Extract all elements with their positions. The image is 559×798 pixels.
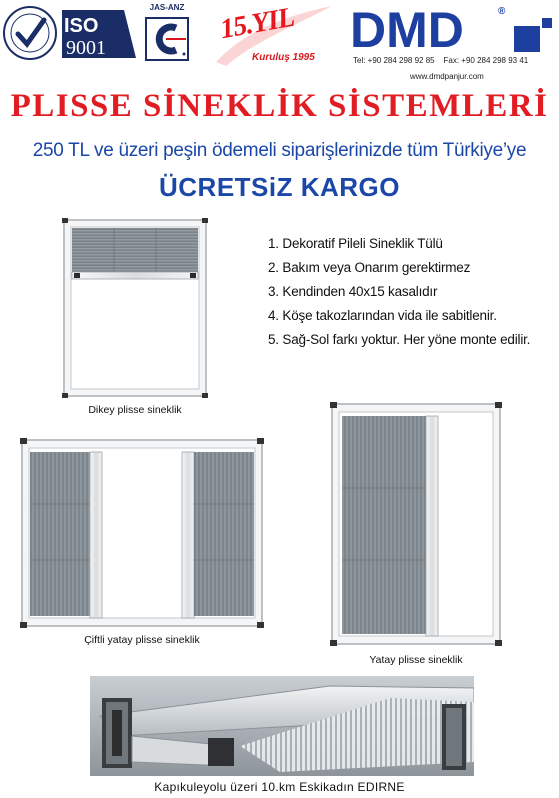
contact-line [353, 56, 528, 65]
vertical-plisse-screen-illustration [62, 218, 208, 398]
iso-label: ISO [64, 15, 99, 37]
double-horizontal-plisse-screen-illustration [20, 438, 264, 628]
registered-mark: ® [498, 6, 506, 17]
feature-item: 3. Kendinden 40x15 kasalıdır [268, 284, 438, 299]
anniversary-label: 15.YIL [217, 1, 297, 46]
dmd-brand-logo: DMD [350, 2, 464, 58]
website-link[interactable]: www.dmdpanjur.com [410, 72, 484, 81]
horizontal-plisse-screen-illustration [330, 402, 502, 646]
page-title: PLISSE SİNEKLİK SİSTEMLERİ [10, 88, 549, 124]
iso-number: 9001 [66, 37, 106, 59]
feature-item: 1. Dekoratif Pileli Sineklik Tülü [268, 236, 443, 251]
vertical-screen-caption: Dikey plisse sineklik [88, 404, 182, 416]
horizontal-screen-caption: Yatay plisse sineklik [369, 654, 463, 666]
jas-anz-logo [142, 4, 192, 64]
address-footer: Kapıkuleyolu üzeri 10.km Eskikadın EDIRNE [154, 780, 405, 794]
feature-item: 5. Sağ-Sol farkı yoktur. Her yöne monte edilir. [268, 332, 531, 347]
feature-list [268, 232, 530, 352]
phone-number: Tel: +90 284 298 92 85 [353, 56, 435, 65]
shipping-offer-text: 250 TL ve üzeri peşin ödemeli siparişlerinizde tüm Türkiye’ye [32, 140, 527, 161]
profile-cross-section-photo [90, 676, 474, 776]
feature-item: 4. Köşe takozlarından vida ile sabitlenir. [268, 308, 497, 323]
fax-number: Fax: +90 284 298 93 41 [443, 56, 529, 65]
jas-anz-label: JAS-ANZ [149, 3, 185, 12]
founded-label: Kuruluş 1995 [252, 52, 315, 63]
dmd-logo-squares [508, 16, 552, 54]
feature-item: 2. Bakım veya Onarım gerektirmez [268, 260, 471, 275]
iso-9001-badge [2, 4, 138, 62]
double-screen-caption: Çiftli yatay plisse sineklik [84, 634, 200, 646]
free-shipping-banner: ÜCRETSiZ KARGO [159, 172, 400, 202]
